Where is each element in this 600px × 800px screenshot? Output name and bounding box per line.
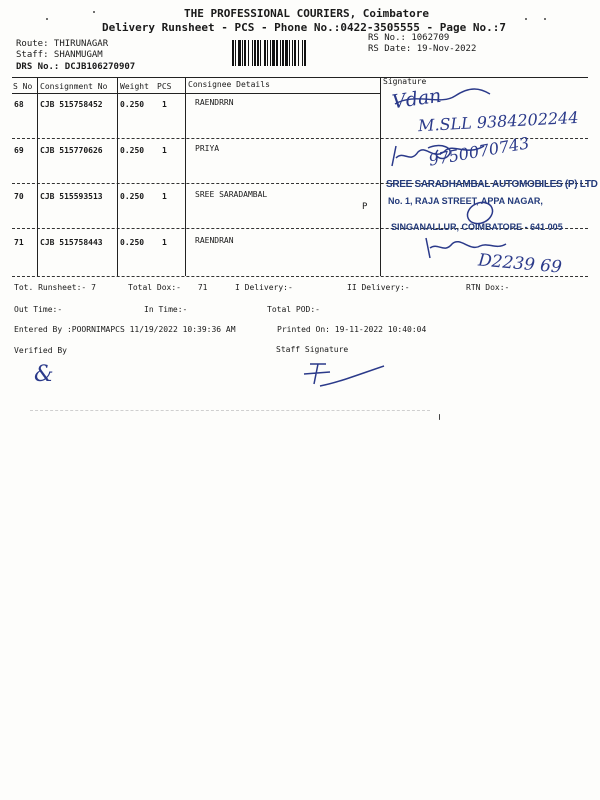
row-consignment: CJB 515758452 [40,100,103,109]
row1-signature: Vdan [390,84,443,114]
col-consignee: Consignee Details [188,80,270,89]
row-consignee: RAENDRAN [195,236,234,245]
scan-speck [46,18,48,20]
company-title: THE PROFESSIONAL COURIERS, Coimbatore [184,7,430,20]
scan-streak [30,410,430,411]
staff-label: Staff: SHANMUGAM [16,50,103,60]
row-consignment: CJB 515758443 [40,238,103,247]
printed-on: Printed On: 19-11-2022 10:40:04 [277,325,427,334]
drs-label: DRS No.: [16,62,60,72]
total-dox [128,283,207,292]
scan-speck [525,18,527,20]
i-delivery: I Delivery:- [235,283,293,292]
ii-delivery: II Delivery:- [347,283,410,292]
row1-signature-flourish [385,82,495,112]
rs-number: RS No.: 1062709 [368,33,450,43]
row3-mark: P [362,202,368,212]
row-sno: 69 [14,146,24,155]
col-weight: Weight [120,82,149,91]
row-consignment: CJB 515593513 [40,192,103,201]
staff-signature: Staff Signature [276,345,349,354]
row4-phone: D2239 69 [477,250,563,278]
row1-phone: M.SLL 9384202244 [417,107,579,136]
row-sno: 68 [14,100,24,109]
staff-signature-mark [300,356,390,392]
total-runsheet: Tot. Runsheet:- 7 [14,283,96,292]
stamp-line2: No. 1, RAJA STREET, APPA NAGAR, [388,196,543,206]
rtn-dox: RTN Dox:- [466,283,510,292]
runsheet-title: Delivery Runsheet - PCS - Phone No.:0422-3505555 - Page No.:7 [102,21,506,34]
scan-speck [544,18,546,20]
col-signature: Signature [383,77,427,86]
row-consignee: PRIYA [195,144,220,153]
row-consignee: SREE SARADAMBAL [195,190,268,199]
row2-phone: 9750070743 [427,133,531,170]
row-consignment: CJB 515770626 [40,146,103,155]
verified-by: Verified By [14,346,67,355]
row-sno: 71 [14,238,24,247]
row-pcs: 1 [162,238,167,247]
verified-signature: & [34,362,54,387]
stamp-line3: SINGANALLUR, COIMBATORE - 641 005 [391,222,563,232]
row-weight: 0.250 [120,146,145,155]
col-sno: S No [13,82,33,91]
total-pod: Total POD:- [267,305,320,314]
barcode [232,40,358,66]
row-weight: 0.250 [120,238,145,247]
row-pcs: 1 [162,146,167,155]
row-pcs: 1 [162,192,167,201]
rs-date: RS Date: 19-Nov-2022 [368,44,477,54]
col-pcs: PCS [157,82,172,91]
entered-by: Entered By :POORNIMAPCS 11/19/2022 10:39:36 AM [14,325,236,334]
drs-value: DCJB106270907 [64,62,136,72]
total-dox-value: 71 [197,283,208,292]
row-sno: 70 [14,192,24,201]
stamp-seal [463,200,497,226]
row-weight: 0.250 [120,192,145,201]
scan-speck [93,11,95,13]
row-weight: 0.250 [120,100,145,109]
col-consignment: Consignment No [40,82,108,91]
total-dox-label: Total Dox:- [128,283,181,292]
route-label: Route: THIRUNAGAR [16,39,109,49]
out-time: Out Time:- [14,305,63,314]
drs-number [16,62,135,72]
scan-speck [439,414,440,420]
in-time: In Time:- [144,305,188,314]
row-consignee: RAENDRRN [195,98,234,107]
stamp-line1: SREE SARADHAMBAL AUTOMOBILES (P) LTD [386,179,598,190]
row-pcs: 1 [162,100,167,109]
